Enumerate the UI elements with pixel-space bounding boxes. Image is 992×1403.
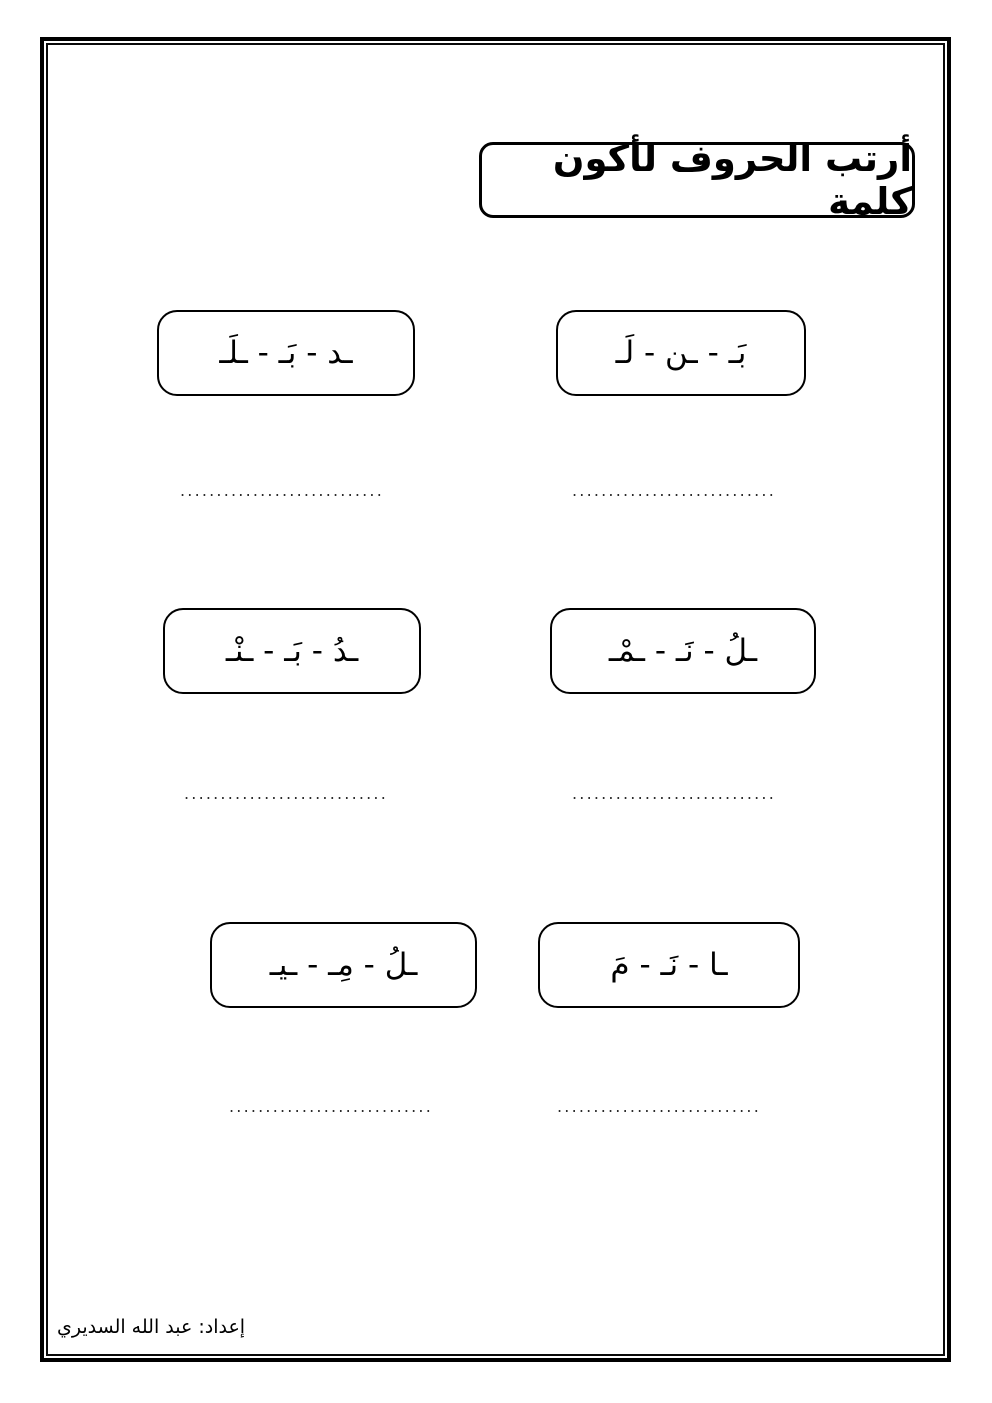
letters-box-row2-right: [550, 608, 816, 694]
worksheet-title-box: [479, 137, 915, 223]
page-border-outer: [40, 37, 951, 1362]
letters-text: ـد - بَـ - ـلَـ: [219, 334, 353, 371]
answer-line-row3-right: ............................: [557, 1097, 762, 1116]
worksheet-title: أرتب الحروف لأكون كلمة: [552, 137, 912, 223]
answer-line-row3-left: ............................: [229, 1097, 434, 1116]
letters-text: بَـ - ـن - لَـ: [615, 334, 747, 371]
letters-box-row1-right: [556, 310, 806, 396]
letters-text: ـلُ - نَـ - ـمْـ: [608, 632, 758, 669]
answer-line-row1-right: ............................: [572, 481, 777, 500]
answer-line-row2-left: ............................: [184, 784, 389, 803]
answer-line-row1-left: ............................: [180, 481, 385, 500]
letters-box-row1-left: [157, 310, 415, 396]
letters-box-row2-left: [163, 608, 421, 694]
letters-text: ـلُ - مِـ - ـيـ: [269, 946, 418, 983]
letters-text: ـدُ - بَـ - ـنْـ: [225, 632, 359, 669]
letters-box-row3-right: [538, 922, 800, 1008]
answer-line-row2-right: ............................: [572, 784, 777, 803]
page-border-inner: [46, 43, 945, 1356]
letters-text: ـا - نَـ - مَ: [610, 946, 728, 983]
letters-box-row3-left: [210, 922, 477, 1008]
footer-credit: إعداد: عبد الله السديري: [57, 1316, 246, 1338]
